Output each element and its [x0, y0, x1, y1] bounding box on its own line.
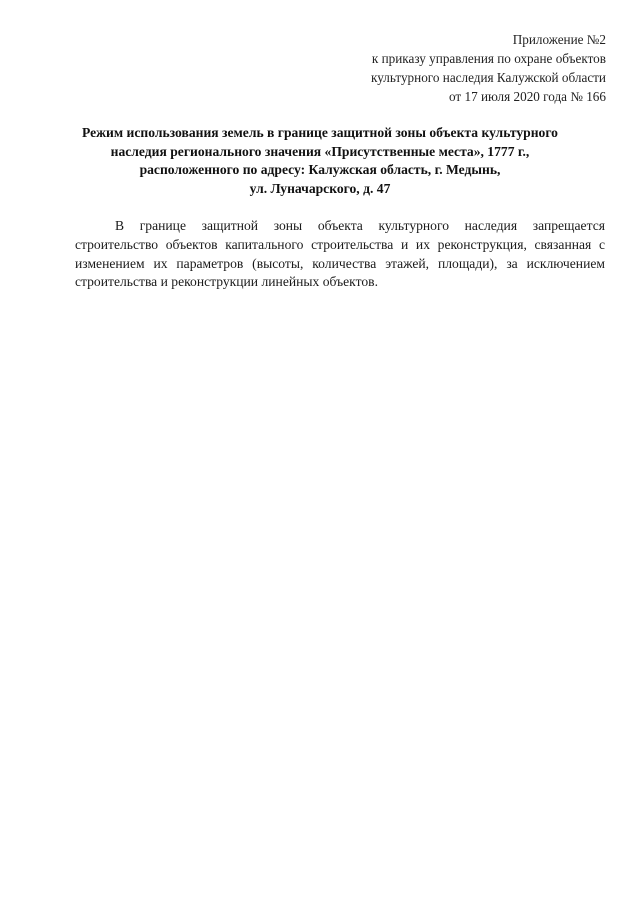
appendix-authority: культурного наследия Калужской области	[371, 70, 606, 85]
title-line-2: наследия регионального значения «Присутственные места», 1777 г.,	[110, 143, 530, 159]
title-line-1: Режим использования земель в границе защитной зоны объекта культурного	[82, 125, 558, 140]
appendix-date-number: от 17 июля 2020 года № 166	[449, 89, 606, 104]
appendix-header	[286, 30, 606, 106]
body-line-4: строительства и реконструкции линейных объектов.	[75, 274, 378, 290]
document-title	[60, 124, 580, 198]
body-paragraph	[75, 217, 605, 292]
appendix-order-reference: к приказу управления по охране объектов	[371, 51, 606, 66]
body-line-2: строительство объектов капитального строительства и их реконструкция, связанная с	[75, 236, 605, 252]
title-line-4: ул. Луначарского, д. 47	[249, 180, 391, 196]
body-line-3: изменением их параметров (высоты, количества этажей, площади), за исключением	[75, 255, 605, 271]
body-line-1: В границе защитной зоны объекта культурного наследия запрещается	[115, 218, 605, 233]
appendix-number: Приложение №2	[512, 32, 606, 47]
title-line-3: расположенного по адресу: Калужская область, г. Медынь,	[139, 162, 501, 177]
